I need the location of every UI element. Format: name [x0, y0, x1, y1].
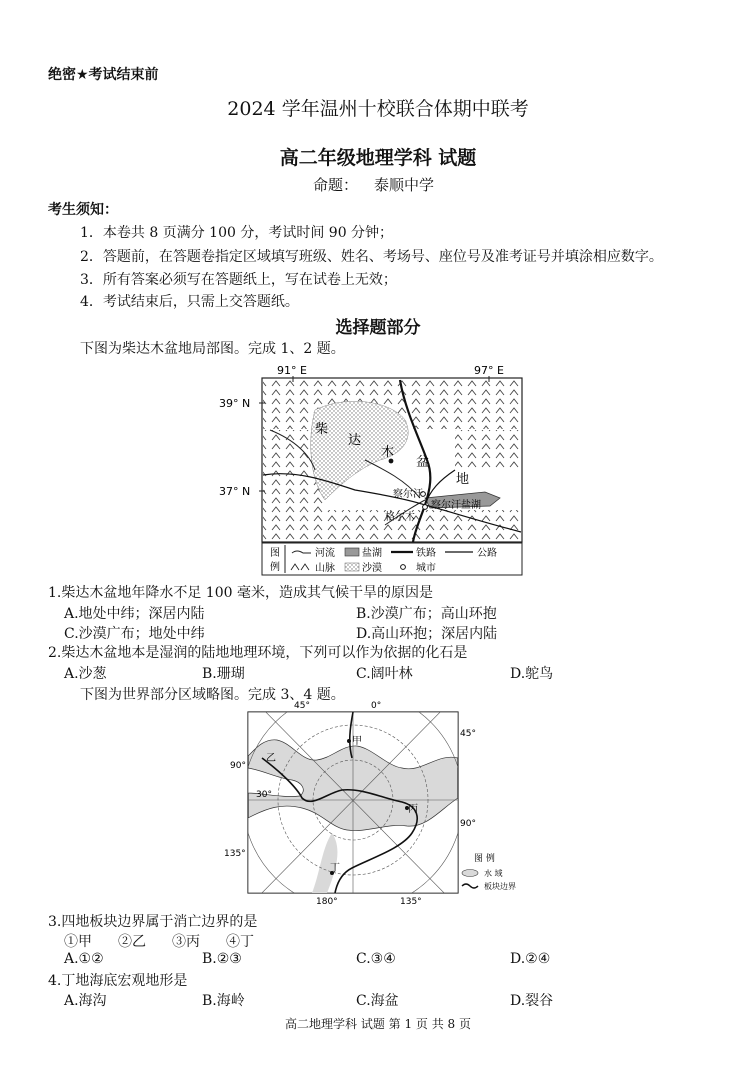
confidential-mark: 绝密★考试结束前: [48, 67, 159, 83]
q1-option-d: D.高山环抱；深居内陆: [356, 626, 498, 642]
q2-option-b: B.珊瑚: [202, 666, 245, 682]
notice-title: 考生须知：: [48, 202, 118, 218]
q2-option-d: D.鸵鸟: [510, 666, 554, 682]
lat-label: 37° N: [219, 485, 251, 498]
legend-item: 山脉: [315, 563, 335, 574]
q4-option-a: A.海沟: [64, 993, 107, 1009]
legend-item: 铁路: [416, 548, 436, 559]
map2-legend-item: 板块边界: [484, 882, 516, 891]
legend-item: 河流: [315, 548, 335, 559]
map2-legend-item: 水 域: [484, 869, 503, 878]
q3-option-c: C.③④: [356, 951, 396, 967]
salt-lake-legend-icon: [345, 548, 359, 556]
q4-option-d: D.裂谷: [510, 993, 554, 1009]
degree-label: 45°: [294, 701, 310, 711]
q3-option-b: B.②③: [202, 951, 242, 967]
water-legend-icon: [462, 870, 478, 877]
legend-title: 图: [270, 548, 280, 559]
q4-option-c: C.海盆: [356, 993, 399, 1009]
degree-label: 0°: [371, 701, 382, 711]
q3-choice: ②乙: [118, 934, 146, 950]
lake-label: 察尔汗盐湖: [431, 500, 481, 511]
lon-label: 91° E: [277, 364, 307, 377]
degree-label: 90°: [460, 819, 476, 829]
page-footer: 高二地理学科 试题 第 1 页 共 8 页: [285, 1017, 471, 1031]
q3-choice: ③丙: [172, 934, 200, 950]
q3-option-d: D.②④: [510, 951, 551, 967]
q1-option-b: B.沙漠广布；高山环抱: [356, 606, 497, 622]
lat-label: 39° N: [219, 397, 251, 410]
basin-char: 地: [456, 472, 470, 487]
degree-label: 180°: [316, 897, 338, 907]
q2-option-a: A.沙葱: [64, 666, 107, 682]
q3-choice: ④丁: [226, 934, 254, 950]
notice-item: 4．考试结束后，只需上交答题纸。: [80, 294, 299, 310]
q1-option-a: A.地处中纬；深居内陆: [64, 606, 205, 622]
notice-item: 2．答题前，在答题卷指定区域填写班级、姓名、考场号、座位号及准考证号并填涂相应数字。: [80, 249, 663, 265]
intro-2: 下图为世界部分区域略图。完成 3、4 题。: [80, 687, 345, 703]
qaidam-basin-map: [215, 360, 535, 580]
basin-char: 达: [348, 433, 362, 448]
legend-item: 盐湖: [362, 548, 382, 559]
degree-label: 30°: [256, 790, 272, 800]
city-label-qarhan: 察尔汗: [393, 489, 423, 500]
subject-title: 高二年级地理学科 试题: [279, 147, 477, 169]
section-title: 选择题部分: [335, 318, 421, 338]
city-label-golmud: 格尔木: [385, 512, 415, 523]
q4-stem: 4.丁地海底宏观地形是: [48, 973, 188, 989]
degree-label: 45°: [460, 729, 476, 739]
notice-item: 3．所有答案必须写在答题纸上，写在试卷上无效；: [80, 272, 397, 288]
legend-item: 公路: [477, 548, 497, 559]
q1-option-c: C.沙漠广布；地处中纬: [64, 626, 205, 642]
basin-char: 盆: [416, 455, 430, 470]
polar-region-map: [222, 698, 562, 910]
legend-title: 例: [270, 562, 280, 573]
desert-legend-icon: [345, 563, 359, 571]
degree-label: 135°: [400, 897, 422, 907]
author: 泰顺中学: [374, 176, 435, 194]
degree-label: 90°: [230, 761, 246, 771]
place-label-yi: 乙: [266, 753, 276, 764]
q3-option-a: A.①②: [64, 951, 104, 967]
q1-stem: 1.柴达木盆地年降水不足 100 毫米，造成其气候干旱的原因是: [48, 585, 433, 601]
legend-item: 城市: [416, 563, 436, 574]
place-label-jia: 甲: [352, 736, 362, 747]
place-label-ding: 丁: [330, 863, 340, 874]
intro-1: 下图为柴达木盆地局部图。完成 1、2 题。: [80, 341, 345, 357]
q2-option-c: C.阔叶林: [356, 666, 413, 682]
exam-title: 2024 学年温州十校联合体期中联考: [227, 98, 529, 120]
notice-item: 1．本卷共 8 页满分 100 分，考试时间 90 分钟；: [80, 225, 394, 241]
author-label: 命题：: [313, 176, 359, 194]
q2-stem: 2.柴达木盆地本是湿润的陆地地理环境，下列可以作为依据的化石是: [48, 645, 468, 661]
lon-label: 97° E: [474, 364, 504, 377]
place-label-bing: 丙: [408, 804, 418, 815]
q3-choice: ①甲: [64, 934, 92, 950]
q3-stem: 3.四地板块边界属于消亡边界的是: [48, 914, 258, 930]
basin-char: 木: [381, 445, 395, 460]
degree-label: 135°: [224, 849, 246, 859]
map2-legend-title: 图 例: [474, 854, 495, 864]
city-legend-icon: [401, 565, 406, 570]
plate-boundary-legend-icon: [462, 884, 478, 888]
legend-item: 沙漠: [362, 563, 382, 574]
basin-char: 柴: [315, 422, 329, 437]
q4-option-b: B.海岭: [202, 993, 245, 1009]
